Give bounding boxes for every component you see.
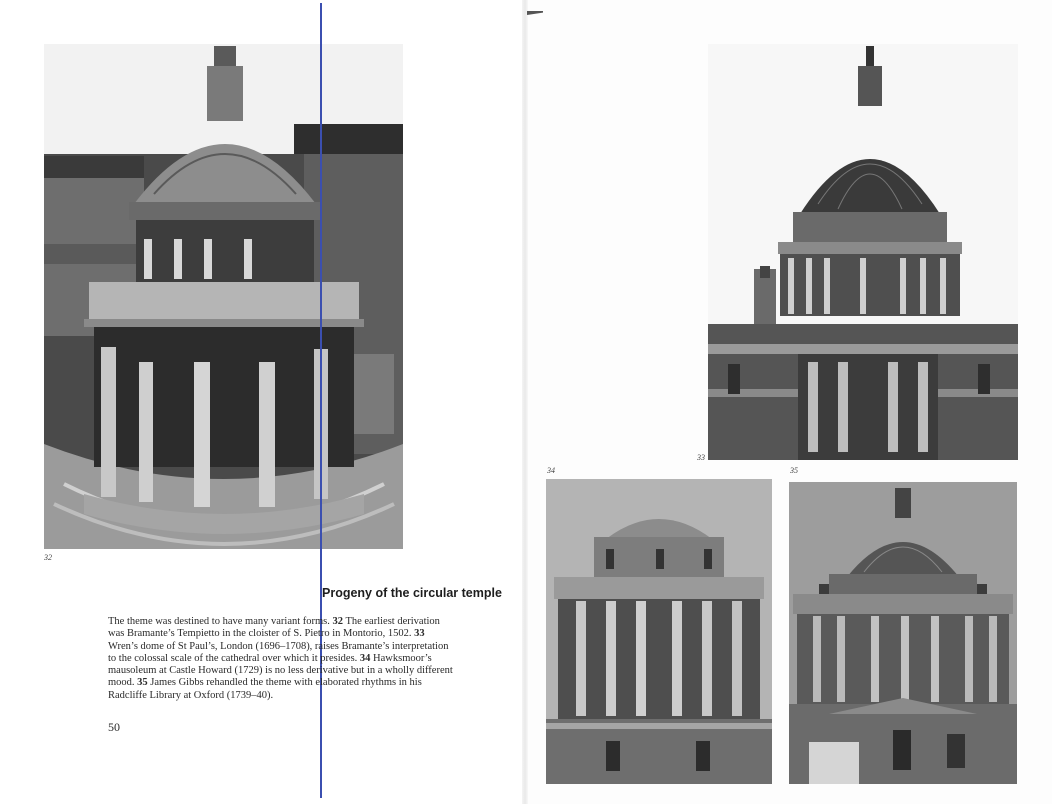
caption-text <box>108 616 528 702</box>
section-heading: Progeny of the circular temple <box>322 586 502 600</box>
caption-line: The theme was destined to have many variant forms. 32 The earliest derivation <box>108 616 440 627</box>
figure-number-33: 33 <box>697 453 705 462</box>
caption-line: was Bramante’s Tempietto in the cloister of S. Pietro in Montorio, 1502. 33 <box>108 628 425 640</box>
photo-castle-howard-mausoleum <box>546 479 772 784</box>
caption-line: Radcliffe Library at Oxford (1739–40). <box>108 689 274 701</box>
photo-st-pauls <box>708 44 1018 460</box>
page-number: 50 <box>108 720 120 734</box>
photo-radcliffe-library <box>789 482 1017 784</box>
photo-tempietto <box>44 44 403 549</box>
caption-line: Wren’s dome of St Paul’s, London (1696–1708), raises Bramante’s interpretation <box>108 640 449 652</box>
caption-line: to the colossal scale of the cathedral over which it presides. 34 Hawksmoor’s <box>108 652 432 664</box>
figure-number-32: 32 <box>44 553 52 562</box>
caption-line: mausoleum at Castle Howard (1729) is no less derivative but in a wholly different <box>108 665 453 677</box>
figure-number-34: 34 <box>547 466 555 475</box>
figure-number-35: 35 <box>790 466 798 475</box>
caption-line: mood. 35 James Gibbs rehandled the theme with elaborated rhythms in his <box>108 677 422 689</box>
